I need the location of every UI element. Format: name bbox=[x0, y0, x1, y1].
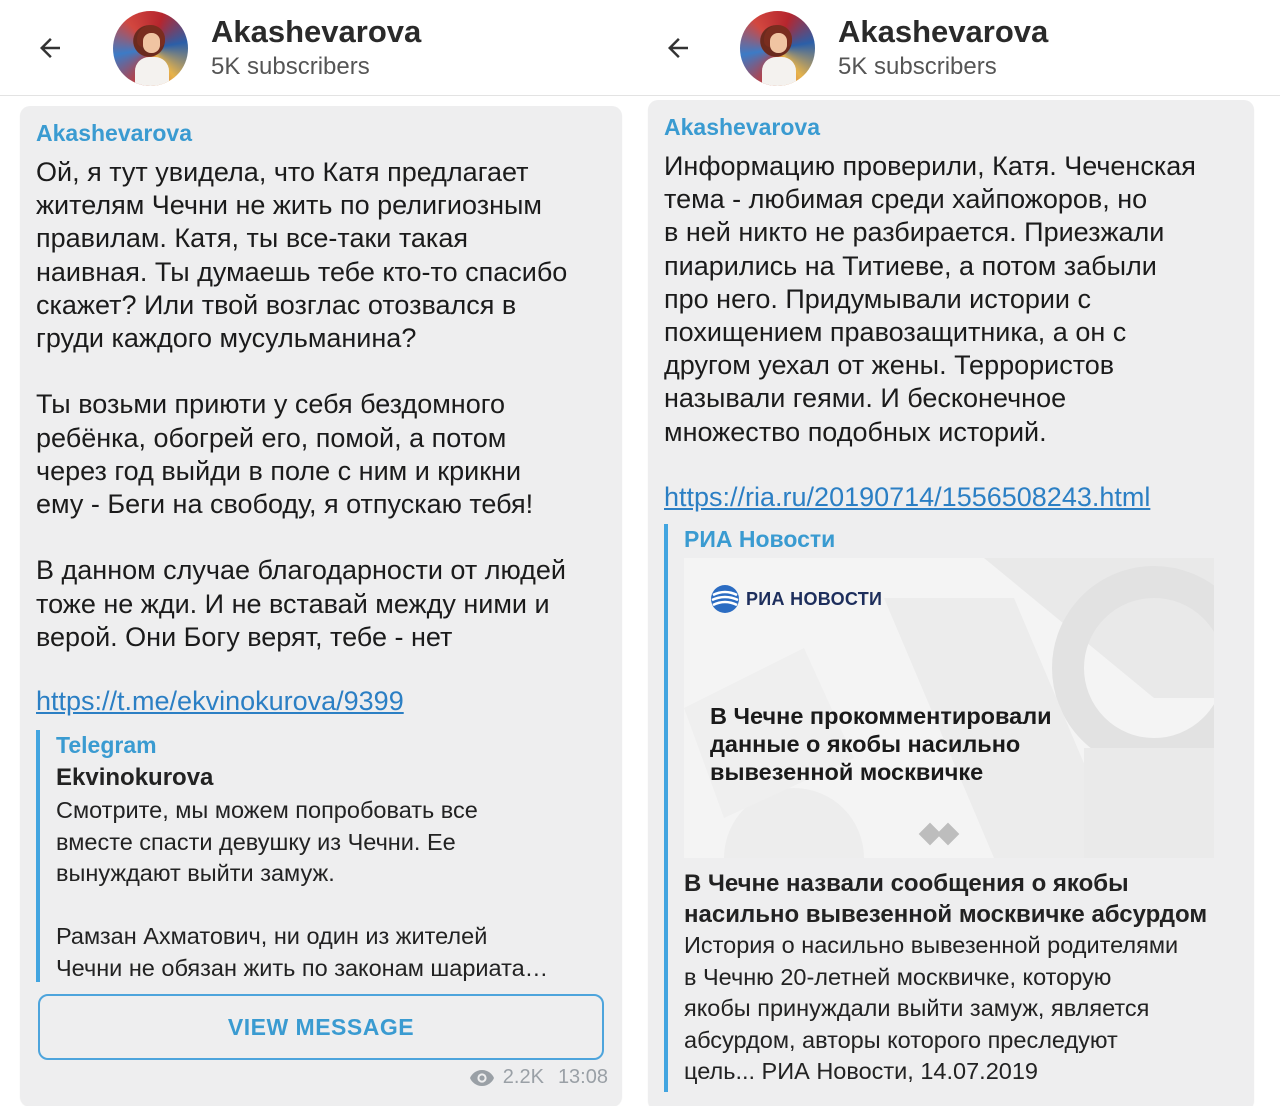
preview-title: В Чечне назвали сообщения о якобы насильно вывезенной москвичке абсурдом bbox=[684, 870, 1208, 928]
message-text: Информацию проверили, Катя. Чеченская тема - любимая среди хайпожоров, но в ней никто не разбирается. Приезжали пиарились на Титиеве, а потом забыли про него. Придумывали истории с похищением правозащитника, а он с другом уехал от жены. Террористов называли геями. И бесконечное множество подобных историй. bbox=[664, 151, 1196, 447]
message-bubble[interactable] bbox=[648, 100, 1254, 1106]
channel-avatar[interactable] bbox=[740, 11, 815, 86]
arrow-left-icon bbox=[35, 33, 65, 63]
right-screen bbox=[636, 0, 1280, 1106]
message-text: Ой, я тут увидела, что Катя предлагает жителям Чечни не жить по религиозным правилам. Катя, ты все-таки такая наивная. Ты думаешь тебе кто-то спасибо скажет? Или твой возглас отозвался в груди каждого мусульманина? Ты возьми приюти у себя бездомного ребёнка, обогрей его, помой, а потом через год выйди в поле с ним и крикни ему - Беги на свободу, я отпускаю тебя! В данном случае благодарности от людей тоже не жди. И не вставай между ними и верой. Они Богу верят, тебе - нет bbox=[36, 157, 568, 652]
back-button[interactable] bbox=[30, 28, 70, 68]
message-sender[interactable]: Akashevarova bbox=[36, 120, 192, 146]
view-message-button[interactable]: VIEW MESSAGE bbox=[38, 994, 604, 1060]
subscriber-count: 5K subscribers bbox=[211, 53, 370, 80]
card-headline: В Чечне прокомментировали данные о якобы насильно вывезенной москвичке bbox=[710, 703, 1052, 785]
message-meta bbox=[469, 1066, 608, 1089]
preview-text: Смотрите, мы можем попробовать все вместе спасти девушку из Чечни. Ее вынуждают выйти замуж. Рамзан Ахматович, ни один из жителей Чечни не обязан жить по законам шариата… bbox=[56, 797, 549, 981]
preview-title: Ekvinokurova bbox=[56, 764, 214, 791]
preview-site-name: РИА Новости bbox=[684, 526, 836, 552]
ria-globe-icon bbox=[710, 584, 740, 614]
channel-header bbox=[0, 0, 636, 96]
left-screen bbox=[0, 0, 636, 1106]
ria-logo-text: РИА НОВОСТИ bbox=[746, 588, 883, 609]
arrow-left-icon bbox=[663, 33, 693, 63]
preview-image[interactable] bbox=[684, 558, 1214, 858]
channel-title[interactable]: Akashevarova bbox=[838, 14, 1049, 49]
message-bubble[interactable] bbox=[20, 106, 622, 1106]
back-button[interactable] bbox=[658, 28, 698, 68]
subscriber-count: 5K subscribers bbox=[838, 53, 997, 80]
preview-text: История о насильно вывезенной родителями в Чечню 20-летней москвичке, которую якобы принуждали выйти замуж, является абсурдом, авторы которого преследуют цель... РИА Новости, 14.07.2019 bbox=[684, 932, 1179, 1084]
ria-dots-icon bbox=[922, 826, 956, 842]
link-preview[interactable] bbox=[36, 730, 606, 982]
preview-site-name: Telegram bbox=[56, 732, 157, 758]
channel-header bbox=[636, 0, 1280, 96]
link-preview[interactable] bbox=[664, 524, 1234, 1092]
channel-avatar[interactable] bbox=[113, 11, 188, 86]
message-sender[interactable]: Akashevarova bbox=[664, 114, 820, 140]
ria-logo bbox=[710, 584, 882, 614]
message-link[interactable]: https://t.me/ekvinokurova/9399 bbox=[36, 686, 404, 716]
channel-title[interactable]: Akashevarova bbox=[211, 14, 422, 49]
view-count: 2.2K bbox=[502, 1066, 544, 1088]
message-time: 13:08 bbox=[557, 1066, 608, 1088]
message-link[interactable]: https://ria.ru/20190714/1556508243.html bbox=[664, 482, 1151, 512]
eye-icon bbox=[469, 1069, 495, 1087]
